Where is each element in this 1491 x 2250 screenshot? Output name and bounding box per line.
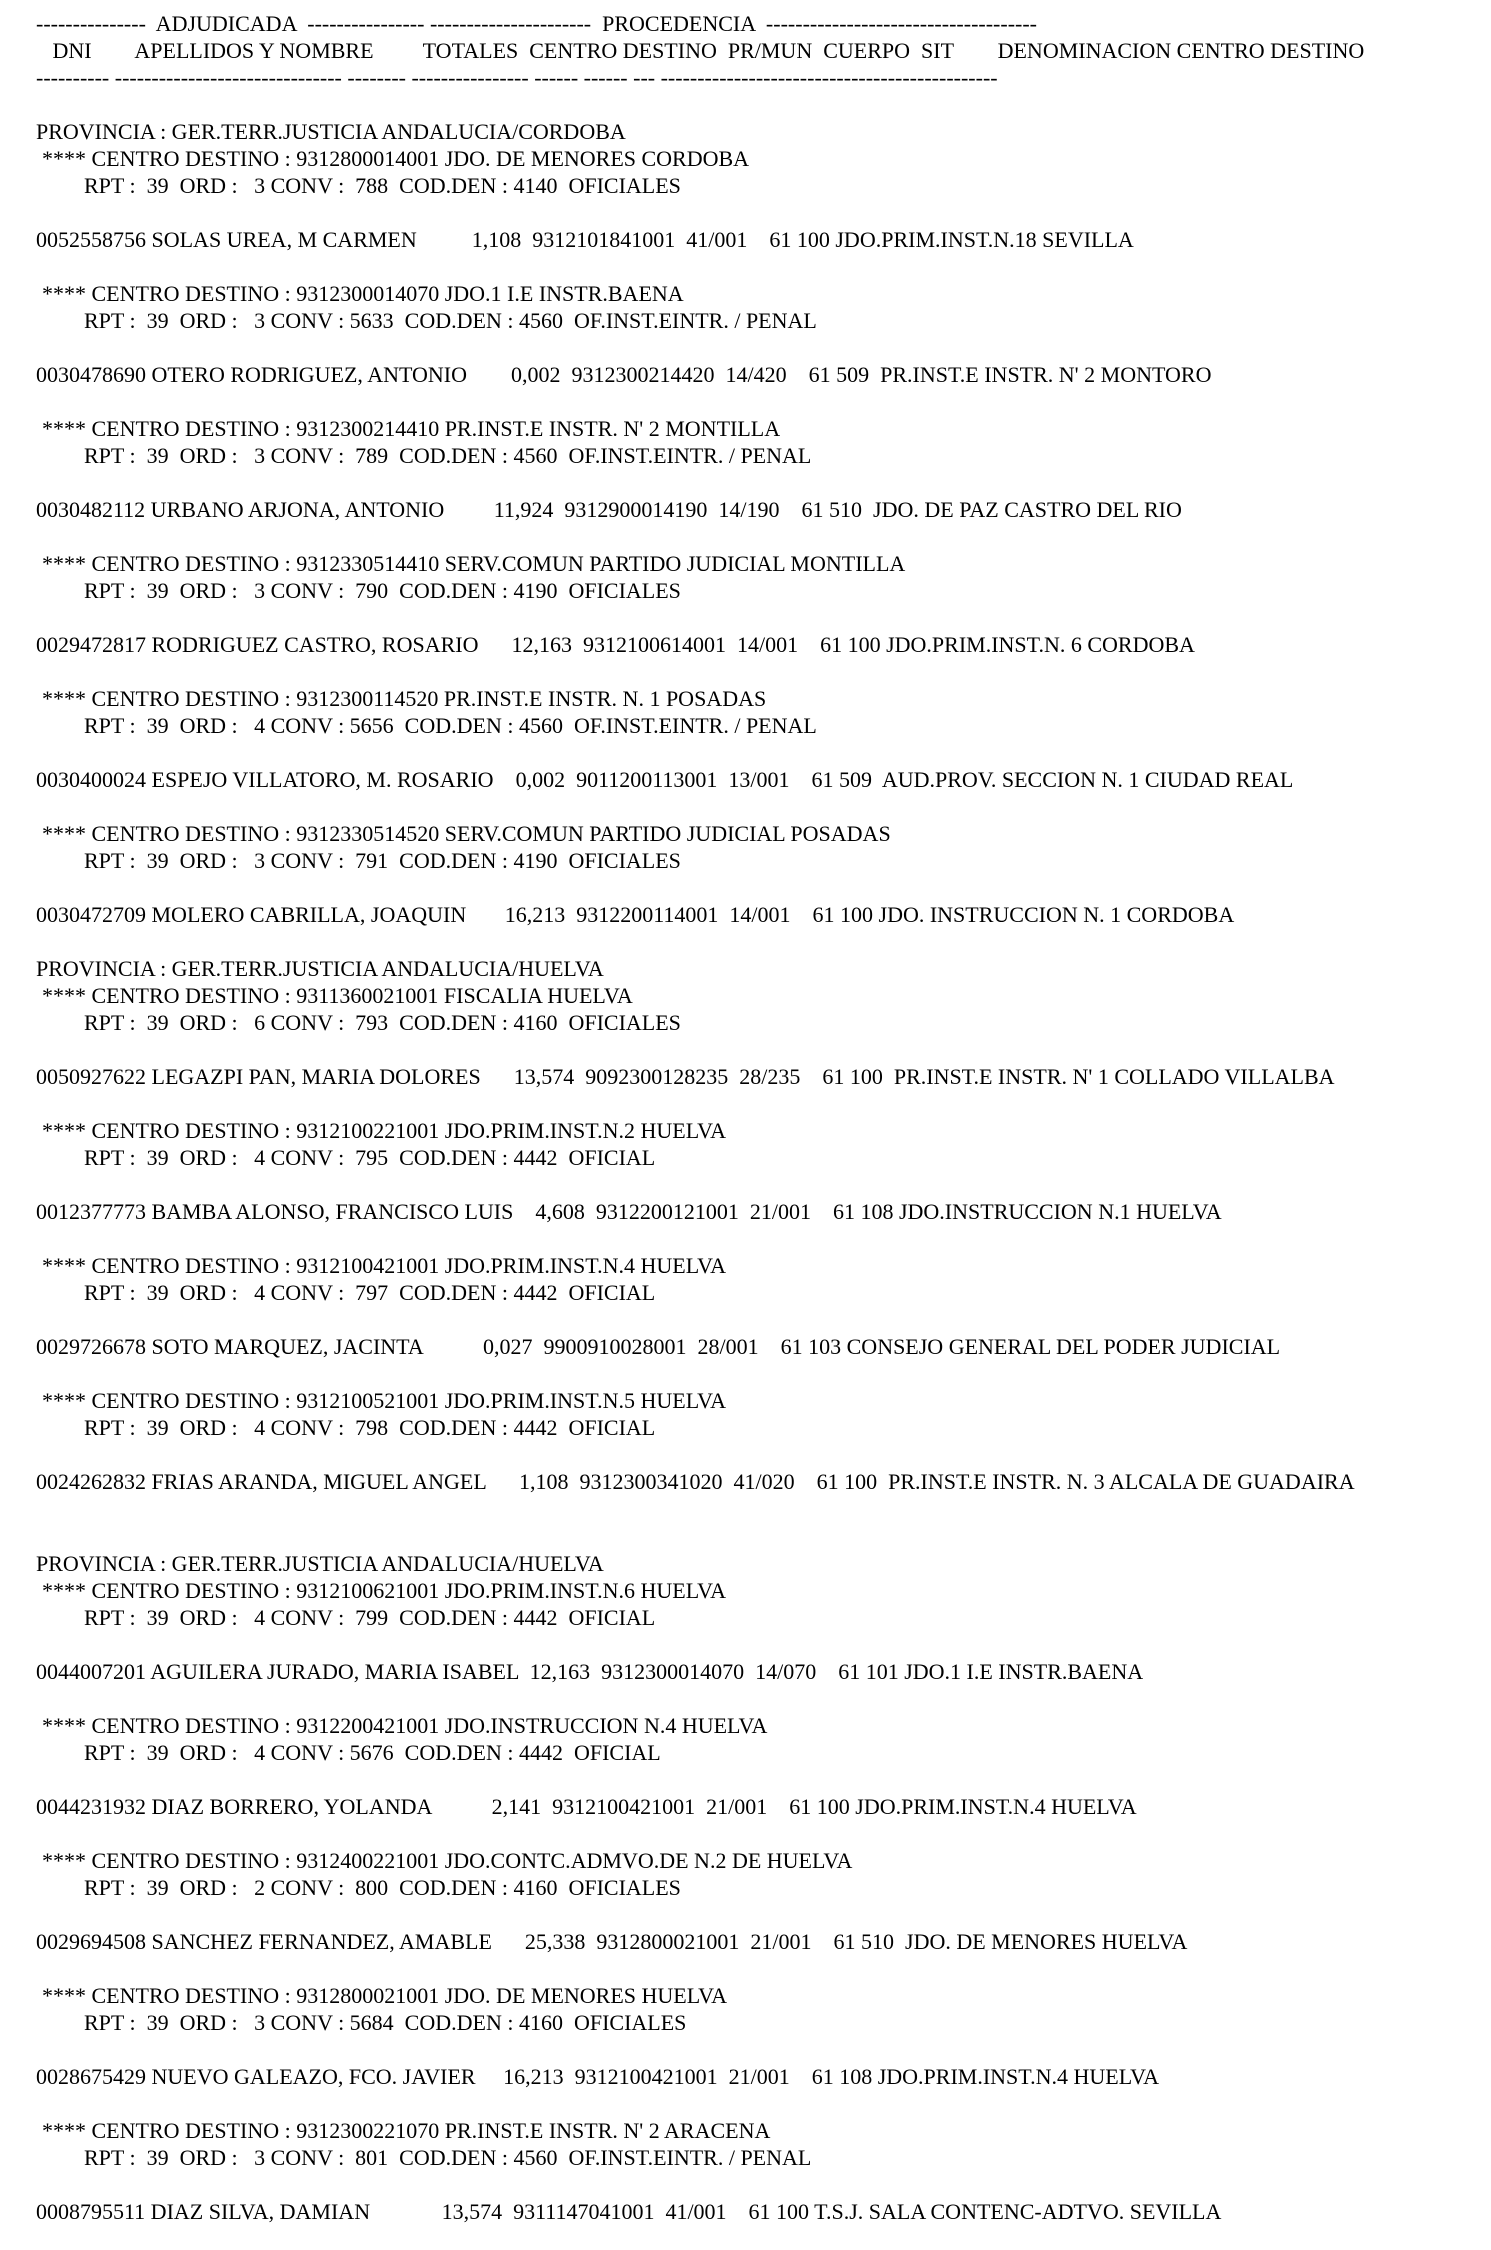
centro-destino-line: **** CENTRO DESTINO : 9312300221070 PR.INST.E INSTR. N' 2 ARACENA — [42, 2118, 771, 2143]
centro-destino-line: **** CENTRO DESTINO : 9311360021001 FISCALIA HUELVA — [42, 983, 633, 1008]
person-row: 0030472709 MOLERO CABRILLA, JOAQUIN 16,213 9312200114001 14/001 61 100 JDO. INSTRUCCION N. 1 CORDOBA — [36, 902, 1235, 927]
entry-block — [36, 1550, 1476, 1685]
centro-destino-line: **** CENTRO DESTINO : 9312100521001 JDO.PRIM.INST.N.5 HUELVA — [42, 1388, 727, 1413]
person-row: 0030400024 ESPEJO VILLATORO, M. ROSARIO 0,002 9011200113001 13/001 61 509 AUD.PROV. SECCION N. 1 CIUDAD REAL — [36, 767, 1294, 792]
rpt-line: RPT : 39 ORD : 4 CONV : 799 COD.DEN : 4442 OFICIAL — [84, 1605, 656, 1630]
header-line-3: ---------- ------------------------------- -------- ---------------- ------ ------ --- ---------------------------------------------- — [36, 65, 998, 90]
centro-destino-line: **** CENTRO DESTINO : 9312300014070 JDO.1 I.E INSTR.BAENA — [42, 281, 684, 306]
person-row: 0029694508 SANCHEZ FERNANDEZ, AMABLE 25,338 9312800021001 21/001 61 510 JDO. DE MENORES HUELVA — [36, 1929, 1188, 1954]
rpt-line: RPT : 39 ORD : 4 CONV : 5656 COD.DEN : 4560 OF.INST.EINTR. / PENAL — [84, 713, 817, 738]
header-line-1: --------------- ADJUDICADA ---------------- ---------------------- PROCEDENCIA ------------------------------------- — [36, 11, 1037, 36]
entry-block — [36, 118, 1476, 253]
person-row: 0030482112 URBANO ARJONA, ANTONIO 11,924 9312900014190 14/190 61 510 JDO. DE PAZ CASTRO DEL RIO — [36, 497, 1182, 522]
centro-destino-line: **** CENTRO DESTINO : 9312330514410 SERV.COMUN PARTIDO JUDICIAL MONTILLA — [42, 551, 906, 576]
rpt-line: RPT : 39 ORD : 3 CONV : 791 COD.DEN : 4190 OFICIALES — [84, 848, 681, 873]
rpt-line: RPT : 39 ORD : 4 CONV : 5676 COD.DEN : 4442 OFICIAL — [84, 1740, 661, 1765]
person-row: 0028675429 NUEVO GALEAZO, FCO. JAVIER 16,213 9312100421001 21/001 61 108 JDO.PRIM.INST.N.4 HUELVA — [36, 2064, 1160, 2089]
provincia-line: PROVINCIA : GER.TERR.JUSTICIA ANDALUCIA/CORDOBA — [36, 119, 626, 144]
centro-destino-line: **** CENTRO DESTINO : 9312400221001 JDO.CONTC.ADMVO.DE N.2 DE HUELVA — [42, 1848, 853, 1873]
rpt-line: RPT : 39 ORD : 6 CONV : 793 COD.DEN : 4160 OFICIALES — [84, 1010, 681, 1035]
entry-block — [36, 1712, 1476, 1820]
person-row: 0030478690 OTERO RODRIGUEZ, ANTONIO 0,002 9312300214420 14/420 61 509 PR.INST.E INSTR. N' 2 MONTORO — [36, 362, 1212, 387]
person-row: 0044007201 AGUILERA JURADO, MARIA ISABEL 12,163 9312300014070 14/070 61 101 JDO.1 I.E INSTR.BAENA — [36, 1659, 1144, 1684]
person-row: 0044231932 DIAZ BORRERO, YOLANDA 2,141 9312100421001 21/001 61 100 JDO.PRIM.INST.N.4 HUELVA — [36, 1794, 1137, 1819]
entry-block — [36, 1982, 1476, 2090]
rpt-line: RPT : 39 ORD : 3 CONV : 788 COD.DEN : 4140 OFICIALES — [84, 173, 681, 198]
person-row: 0029726678 SOTO MARQUEZ, JACINTA 0,027 9900910028001 28/001 61 103 CONSEJO GENERAL DEL PODER JUDICIAL — [36, 1334, 1281, 1359]
entry-block — [36, 1252, 1476, 1360]
rpt-line: RPT : 39 ORD : 3 CONV : 5633 COD.DEN : 4560 OF.INST.EINTR. / PENAL — [84, 308, 817, 333]
entry-block — [36, 1847, 1476, 1955]
centro-destino-line: **** CENTRO DESTINO : 9312300114520 PR.INST.E INSTR. N. 1 POSADAS — [42, 686, 767, 711]
entry-block — [36, 415, 1476, 523]
rpt-line: RPT : 39 ORD : 4 CONV : 797 COD.DEN : 4442 OFICIAL — [84, 1280, 656, 1305]
rpt-line: RPT : 39 ORD : 3 CONV : 801 COD.DEN : 4560 OF.INST.EINTR. / PENAL — [84, 2145, 812, 2170]
centro-destino-line: **** CENTRO DESTINO : 9312800014001 JDO. DE MENORES CORDOBA — [42, 146, 750, 171]
rpt-line: RPT : 39 ORD : 2 CONV : 800 COD.DEN : 4160 OFICIALES — [84, 1875, 681, 1900]
person-row: 0024262832 FRIAS ARANDA, MIGUEL ANGEL 1,108 9312300341020 41/020 61 100 PR.INST.E INSTR. N. 3 ALCALA DE GUADAIRA — [36, 1469, 1355, 1494]
rpt-line: RPT : 39 ORD : 4 CONV : 798 COD.DEN : 4442 OFICIAL — [84, 1415, 656, 1440]
entry-block — [36, 955, 1476, 1090]
person-row: 0012377773 BAMBA ALONSO, FRANCISCO LUIS 4,608 9312200121001 21/001 61 108 JDO.INSTRUCCION N.1 HUELVA — [36, 1199, 1222, 1224]
centro-destino-line: **** CENTRO DESTINO : 9312100421001 JDO.PRIM.INST.N.4 HUELVA — [42, 1253, 727, 1278]
entry-block — [36, 550, 1476, 658]
centro-destino-line: **** CENTRO DESTINO : 9312300214410 PR.INST.E INSTR. N' 2 MONTILLA — [42, 416, 781, 441]
provincia-line: PROVINCIA : GER.TERR.JUSTICIA ANDALUCIA/HUELVA — [36, 1551, 604, 1576]
entry-block — [36, 1117, 1476, 1225]
centro-destino-line: **** CENTRO DESTINO : 9312100621001 JDO.PRIM.INST.N.6 HUELVA — [42, 1578, 727, 1603]
centro-destino-line: **** CENTRO DESTINO : 9312100221001 JDO.PRIM.INST.N.2 HUELVA — [42, 1118, 727, 1143]
person-row: 0029472817 RODRIGUEZ CASTRO, ROSARIO 12,163 9312100614001 14/001 61 100 JDO.PRIM.INST.N. 6 CORDOBA — [36, 632, 1195, 657]
centro-destino-line: **** CENTRO DESTINO : 9312800021001 JDO. DE MENORES HUELVA — [42, 1983, 728, 2008]
entry-block — [36, 685, 1476, 793]
centro-destino-line: **** CENTRO DESTINO : 9312330514520 SERV.COMUN PARTIDO JUDICIAL POSADAS — [42, 821, 891, 846]
person-row: 0050927622 LEGAZPI PAN, MARIA DOLORES 13,574 9092300128235 28/235 61 100 PR.INST.E INSTR. N' 1 COLLADO VILLALBA — [36, 1064, 1335, 1089]
rpt-line: RPT : 39 ORD : 4 CONV : 795 COD.DEN : 4442 OFICIAL — [84, 1145, 656, 1170]
rpt-line: RPT : 39 ORD : 3 CONV : 790 COD.DEN : 4190 OFICIALES — [84, 578, 681, 603]
entry-block — [36, 1387, 1476, 1495]
rpt-line: RPT : 39 ORD : 3 CONV : 789 COD.DEN : 4560 OF.INST.EINTR. / PENAL — [84, 443, 812, 468]
entry-block — [36, 280, 1476, 388]
person-row: 0008795511 DIAZ SILVA, DAMIAN 13,574 9311147041001 41/001 61 100 T.S.J. SALA CONTENC-ADTVO. SEVILLA — [36, 2199, 1222, 2224]
entry-block — [36, 2117, 1476, 2225]
entry-block — [36, 820, 1476, 928]
header-line-2: DNI APELLIDOS Y NOMBRE TOTALES CENTRO DESTINO PR/MUN CUERPO SIT DENOMINACION CENTRO DESTINO — [36, 38, 1365, 63]
centro-destino-line: **** CENTRO DESTINO : 9312200421001 JDO.INSTRUCCION N.4 HUELVA — [42, 1713, 768, 1738]
rpt-line: RPT : 39 ORD : 3 CONV : 5684 COD.DEN : 4160 OFICIALES — [84, 2010, 687, 2035]
provincia-line: PROVINCIA : GER.TERR.JUSTICIA ANDALUCIA/HUELVA — [36, 956, 604, 981]
person-row: 0052558756 SOLAS UREA, M CARMEN 1,108 9312101841001 41/001 61 100 JDO.PRIM.INST.N.18 SEVILLA — [36, 227, 1134, 252]
